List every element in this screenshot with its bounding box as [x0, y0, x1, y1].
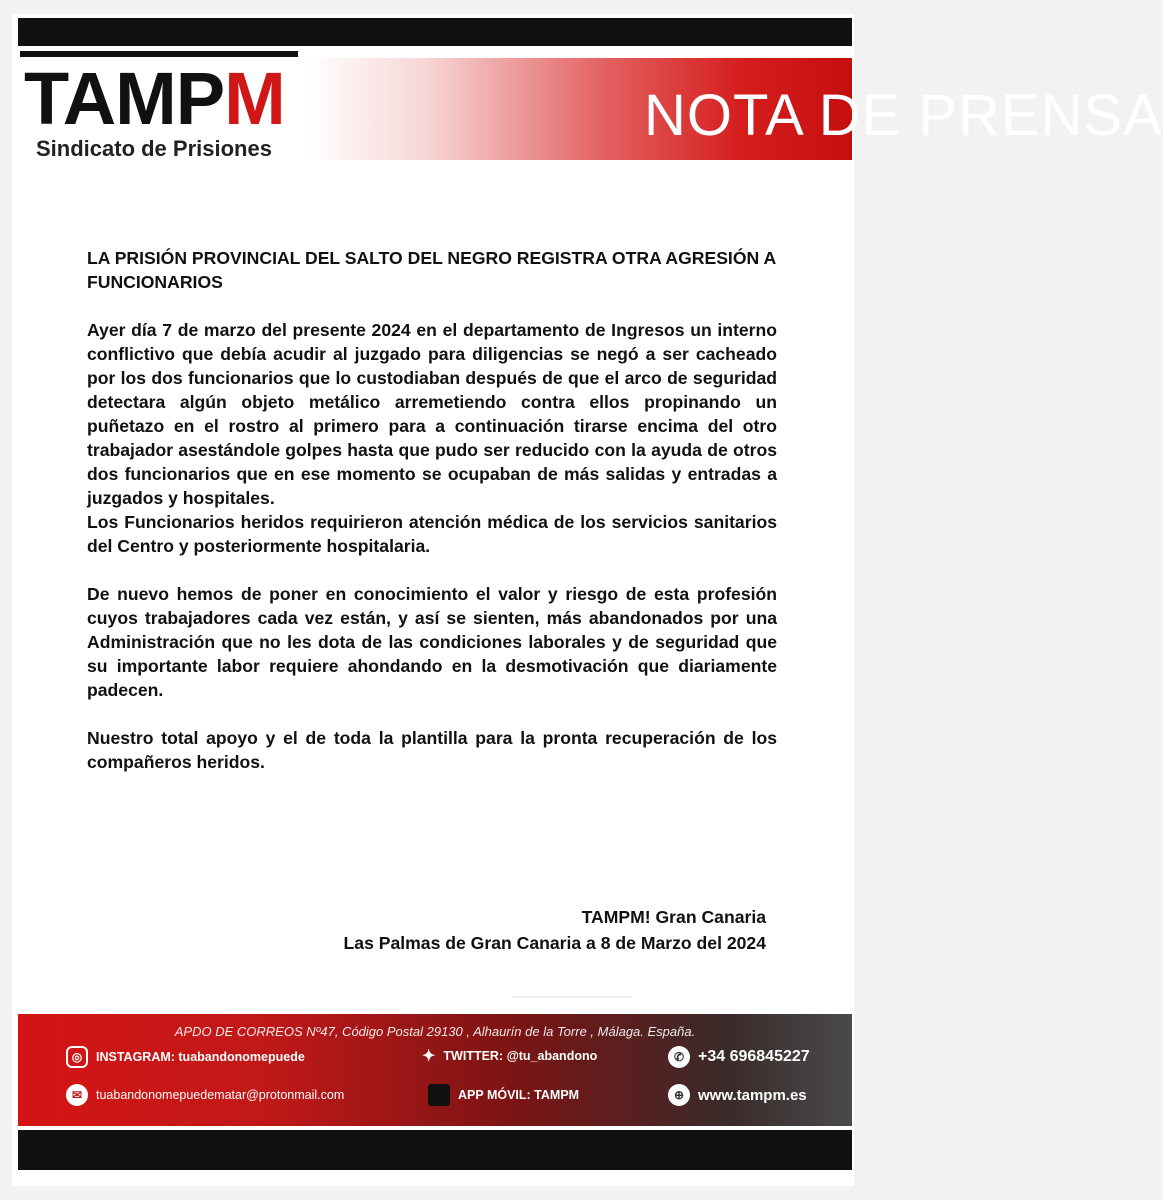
email-address: tuabandonomepuedematar@protonmail.com [96, 1088, 345, 1102]
header [18, 50, 1163, 178]
phone-number: +34 696845227 [698, 1048, 810, 1065]
top-black-bar [18, 18, 852, 46]
logo-main: TAMP [24, 57, 225, 140]
banner-title: NOTA DE PRENSA [644, 83, 1163, 148]
bottom-black-bar [18, 1130, 852, 1170]
instagram-item[interactable] [66, 1046, 305, 1068]
globe-icon: ⊕ [668, 1084, 690, 1106]
web-item[interactable] [668, 1084, 807, 1106]
banner-band [306, 58, 1163, 160]
paragraph-3: De nuevo hemos de poner en conocimiento el valor y riesgo de esta profesión cuyos trabajadores cada vez están, y así se sienten, más abandonados por una Administración que no les dota de las condiciones laborales y de seguridad que su importante labor requiere ahondando en la desmotivación que diariamente padecen. [87, 584, 777, 700]
footer [18, 1014, 852, 1126]
twitter-item[interactable] [422, 1046, 597, 1066]
footer-address: APDO DE CORREOS Nº47, Código Postal 29130 , Alhaurín de la Torre , Málaga. España. [174, 1024, 696, 1039]
logo-subtitle: Sindicato de Prisiones [36, 136, 272, 161]
signature-org: TAMPM! Gran Canaria [581, 907, 766, 927]
phone-icon: ✆ [668, 1046, 690, 1068]
divider [512, 996, 632, 998]
signature [344, 904, 766, 956]
paragraph-2: Los Funcionarios heridos requirieron atención médica de los servicios sanitarios del Centro y posteriormente hospitalaria. [87, 512, 777, 556]
article-body [87, 246, 777, 774]
instagram-icon: ◎ [66, 1046, 88, 1068]
twitter-icon: ✦ [422, 1048, 436, 1065]
email-item[interactable] [66, 1084, 344, 1106]
signature-date: Las Palmas de Gran Canaria a 8 de Marzo del 2024 [343, 933, 766, 953]
article-title: LA PRISIÓN PROVINCIAL DEL SALTO DEL NEGRO REGISTRA OTRA AGRESIÓN A FUNCIONARIOS [87, 248, 776, 292]
tshirt-icon [428, 1084, 450, 1106]
press-release-sheet [12, 14, 1163, 1186]
paragraph-1: Ayer día 7 de marzo del presente 2024 en el departamento de Ingresos un interno conflictivo que debía acudir al juzgado para diligencias se negó a ser cacheado por los dos funcionarios que lo custodiaban después de que el arco de seguridad detectara algún objeto metálico arremetiendo contra ellos propinando un puñetazo en el rostro al primero para a continuación tirarse encima del otro trabajador asestándole golpes hasta que pudo ser reducido con la ayuda de otros dos funcionarios que en ese momento se ocupaban de más salidas y entradas a juzgados y hospitales. [87, 320, 777, 508]
email-icon: ✉ [66, 1084, 88, 1106]
web-url: www.tampm.es [698, 1086, 807, 1104]
instagram-handle: INSTAGRAM: tuabandonomepuede [96, 1050, 305, 1064]
logo [24, 57, 285, 140]
twitter-handle: TWITTER: @tu_abandono [443, 1049, 598, 1063]
app-item[interactable] [428, 1084, 579, 1106]
phone-item[interactable] [668, 1046, 810, 1068]
logo-accent: M [224, 57, 285, 140]
paragraph-4: Nuestro total apoyo y el de toda la plantilla para la pronta recuperación de los compañeros heridos. [87, 728, 777, 772]
app-label: APP MÓVIL: TAMPM [458, 1088, 580, 1102]
